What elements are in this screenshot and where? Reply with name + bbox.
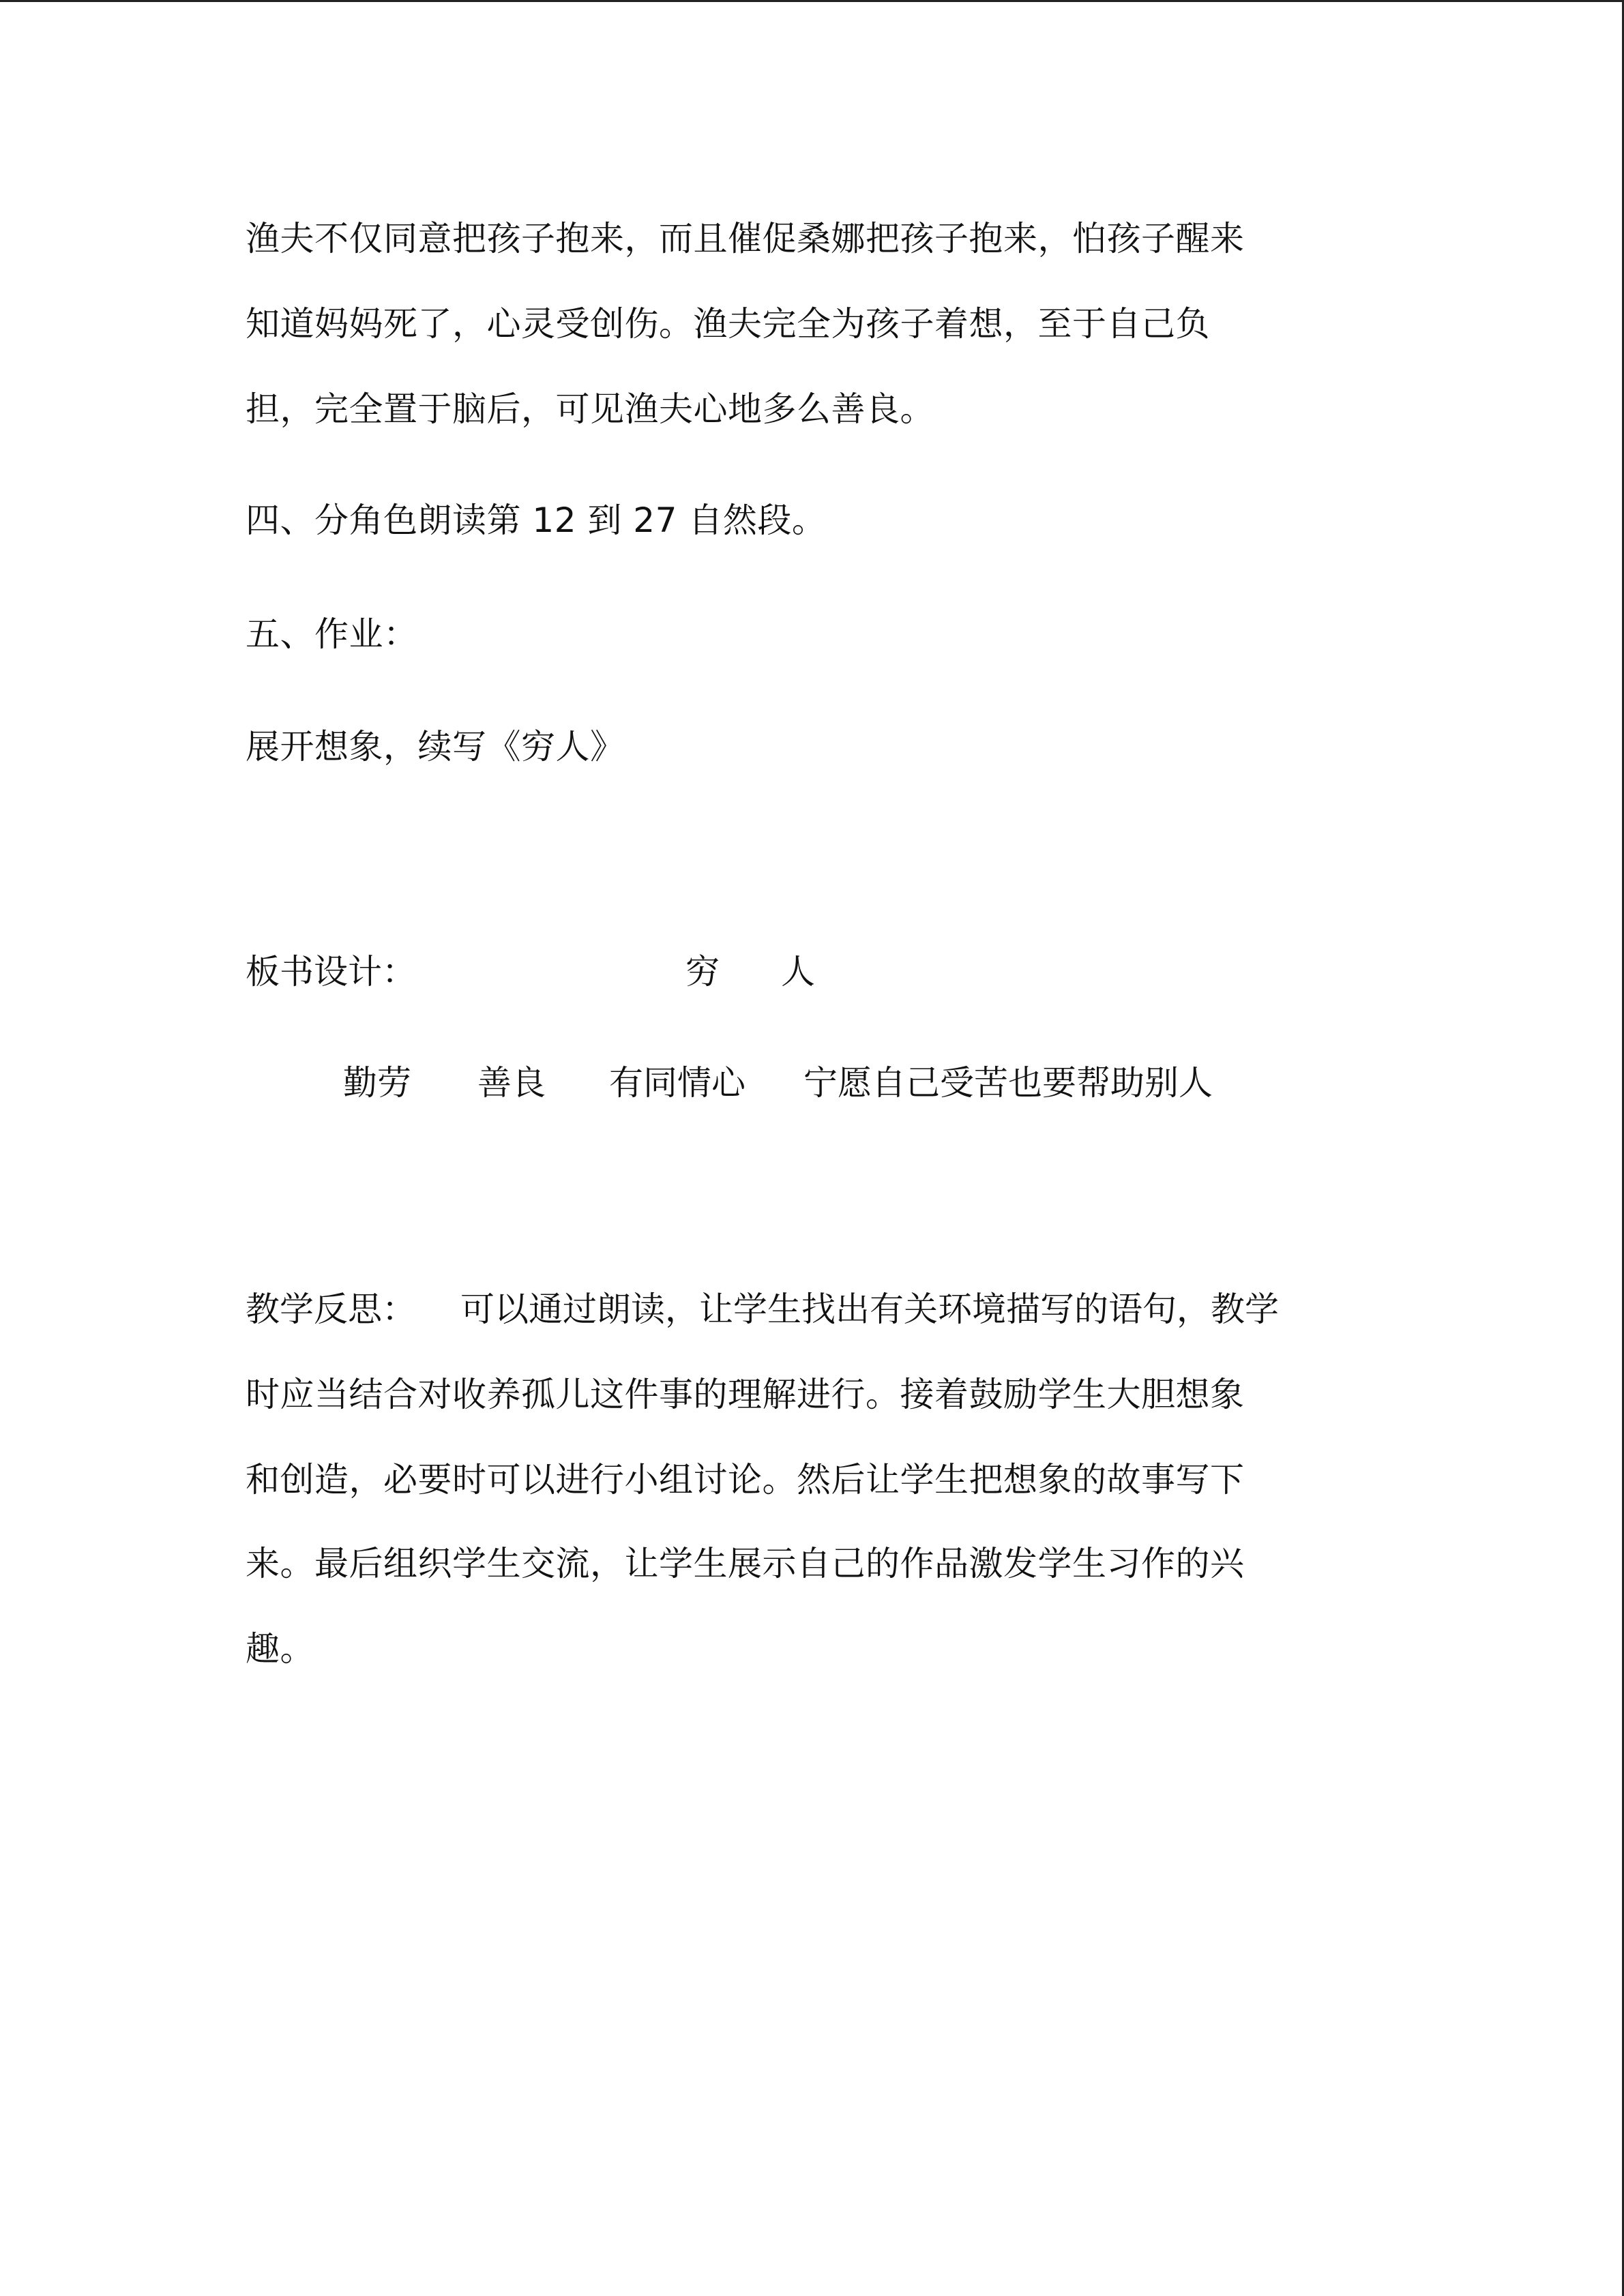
reflection-line-4: 来。最后组织学生交流，让学生展示自己的作品激发学生习作的兴 <box>246 1544 1245 1583</box>
paragraph-line-3: 担，完全置于脑后，可见渔夫心地多么善良。 <box>246 389 934 429</box>
reflection-line-3: 和创造，必要时可以进行小组讨论。然后让学生把想象的故事写下 <box>246 1460 1245 1500</box>
board-title-char-2: 人 <box>781 952 815 992</box>
reflection-first-line <box>246 1289 1279 1329</box>
board-trait-2: 善良 <box>477 1063 546 1103</box>
board-design-label: 板书设计： <box>246 952 416 992</box>
section-five-heading: 五、作业： <box>246 614 418 654</box>
section-four-heading: 四、分角色朗读第 12 到 27 自然段。 <box>246 501 827 540</box>
board-trait-1: 勤劳 <box>343 1063 411 1103</box>
paragraph-line-2: 知道妈妈死了，心灵受创伤。渔夫完全为孩子着想，至于自己负 <box>246 304 1210 344</box>
reflection-line-2: 时应当结合对收养孤儿这件事的理解进行。接着鼓励学生大胆想象 <box>246 1375 1245 1414</box>
board-trait-3: 有同情心 <box>609 1063 745 1103</box>
paragraph-line-1: 渔夫不仅同意把孩子抱来，而且催促桑娜把孩子抱来，怕孩子醒来 <box>246 219 1245 258</box>
board-trait-4: 宁愿自己受苦也要帮助别人 <box>803 1063 1213 1103</box>
reflection-line-5: 趣。 <box>246 1629 314 1669</box>
board-design-title <box>685 952 815 992</box>
reflection-line-1: 可以通过朗读，让学生找出有关环境描写的语句，教学 <box>460 1289 1279 1329</box>
reflection-label: 教学反思： <box>246 1289 416 1329</box>
homework-text: 展开想象，续写《穷人》 <box>246 727 625 766</box>
board-title-char-1: 穷 <box>685 952 720 992</box>
board-design <box>246 952 1337 996</box>
